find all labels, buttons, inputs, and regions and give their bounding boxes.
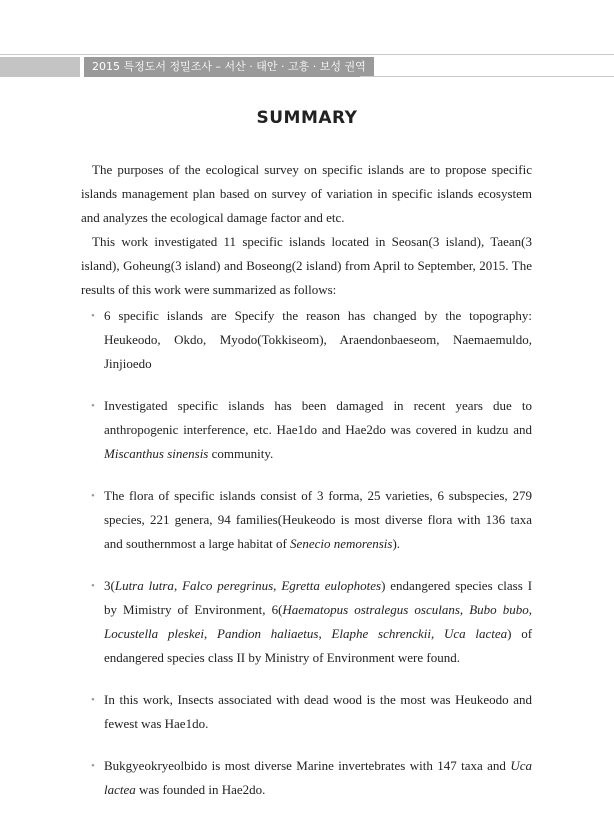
header-label: 2015 특정도서 정밀조사 – 서산 · 태안 · 고흥 · 보성 권역 <box>84 57 374 77</box>
list-item-text: community. <box>208 446 274 461</box>
bullet-icon <box>91 484 95 508</box>
list-item-text: ) of endangered species class II by Ministry of Environment were found. <box>104 626 533 665</box>
intro-section <box>81 158 532 302</box>
running-header <box>0 54 614 78</box>
list-item-text: , <box>204 626 217 641</box>
list-item-text: , <box>173 578 183 593</box>
list-item-text: Investigated specific islands has been damaged in recent years due to anthropogenic interference, etc. Hae1do and Hae2do was covered in kudzu and <box>104 398 532 437</box>
species-name: Senecio nemorensis <box>290 536 393 551</box>
list-item-text: The flora of specific islands consist of 3 forma, 25 varieties, 6 subspecies, 279 species, 221 genera, 94 families(Heukeodo is most diverse flora with 136 taxa and southernmost a large habitat of <box>104 488 532 551</box>
list-item-text: Bukgyeokryeolbido is most diverse Marine invertebrates with 147 taxa and <box>104 758 511 773</box>
summary-list <box>91 304 532 820</box>
page-title: SUMMARY <box>256 108 358 128</box>
bullet-icon <box>91 754 95 778</box>
list-item-text: , <box>318 626 332 641</box>
header-rule-right <box>360 76 614 77</box>
list-item-text: was founded in Hae2do. <box>135 782 266 797</box>
intro-paragraph-2: This work investigated 11 specific islands located in Seosan(3 island), Taean(3 island), Goheung(3 island) and Boseong(2 island) from April to September, 2015. The results of this work were summarized as follows: <box>81 234 532 297</box>
list-item-text: 3( <box>104 578 115 593</box>
bullet-icon <box>91 394 95 418</box>
list-item-text: ) endangered species class I by Mimistry of Environment, 6( <box>104 578 533 617</box>
list-item-text: 6 specific islands are Specify the reason has changed by the topography: Heukeodo, Okdo, Myodo(Tokkiseom), Araendonbaeseom, Naemaemuldo, Jinjioedo <box>104 308 532 371</box>
species-name: Lutra lutra <box>114 578 174 593</box>
species-name: Elaphe schrenckii <box>331 626 431 641</box>
list-item-text: In this work, Insects associated with dead wood is the most was Heukeodo and fewest was Hae1do. <box>104 692 532 731</box>
species-name: Miscanthus sinensis <box>104 446 209 461</box>
species-name: Pandion haliaetus <box>217 626 319 641</box>
intro-paragraph-1: The purposes of the ecological survey on specific islands are to propose specific islands management plan based on survey of variation in specific islands ecosystem and analyzes the ecological damage factor and etc. <box>81 162 532 225</box>
list-item <box>91 688 532 736</box>
species-name: Locustella pleskei <box>104 626 204 641</box>
list-item-text: ). <box>392 536 401 551</box>
list-item-text: , <box>430 626 444 641</box>
list-item-text: , <box>273 578 282 593</box>
list-item <box>91 394 532 466</box>
bullet-icon <box>91 574 95 598</box>
bullet-icon <box>91 688 95 712</box>
species-name: Falco peregrinus <box>182 578 274 593</box>
header-tab-block <box>0 57 80 77</box>
list-item-text: , <box>528 602 532 617</box>
list-item <box>91 754 532 802</box>
list-item <box>91 304 532 376</box>
list-item <box>91 484 532 556</box>
species-name: Uca lactea <box>104 758 532 797</box>
header-rule <box>0 54 614 55</box>
list-item <box>91 574 532 670</box>
species-name: Haematopus ostralegus osculans, Bubo bubo <box>282 602 529 617</box>
species-name: Egretta eulophotes <box>281 578 382 593</box>
species-name: Uca lactea <box>443 626 508 641</box>
bullet-icon <box>91 304 95 328</box>
